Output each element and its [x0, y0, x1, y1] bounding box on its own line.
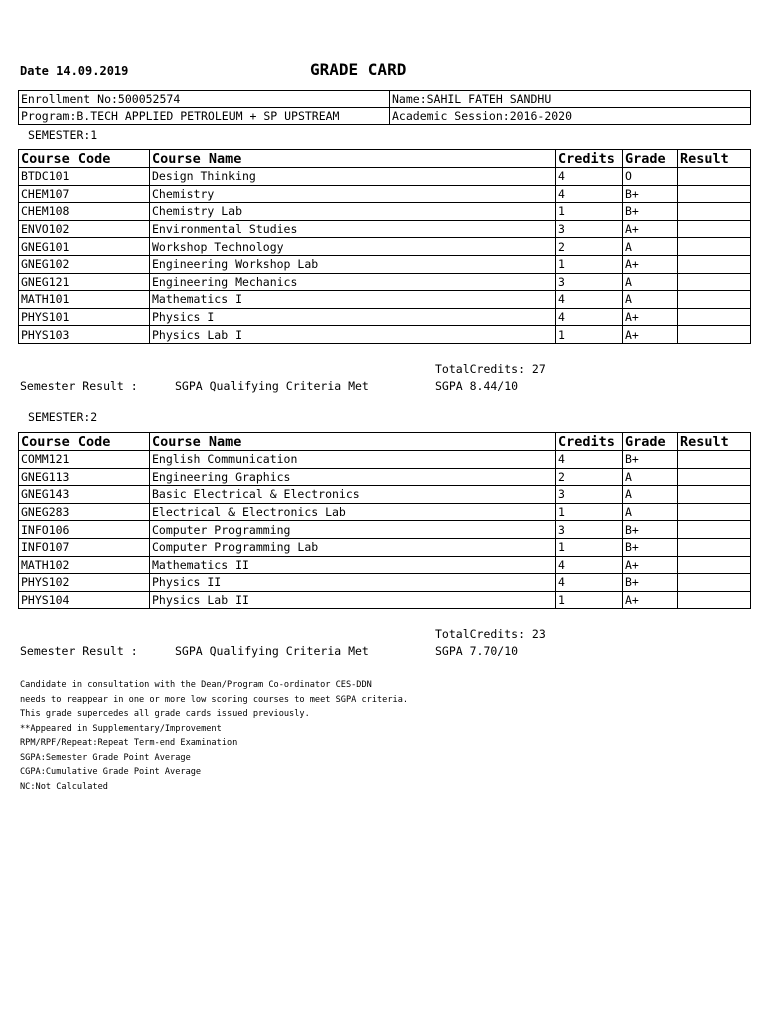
grade-cell: O	[623, 168, 678, 186]
table-row	[19, 468, 751, 486]
grade-cell: B+	[623, 538, 678, 556]
credits-cell: 4	[556, 451, 623, 469]
course-name-cell: Engineering Mechanics	[150, 273, 556, 291]
course-code-cell: PHYS102	[19, 574, 150, 592]
note-line: **Appeared in Supplementary/Improvement	[20, 723, 222, 734]
semester-1-sgpa: SGPA 8.44/10	[435, 379, 519, 393]
semester-1-total-credits: TotalCredits: 27	[435, 362, 546, 376]
credits-cell: 4	[556, 168, 623, 186]
semester-2-grades-table	[18, 432, 751, 609]
course-name-cell: Physics II	[150, 574, 556, 592]
course-code-cell: COMM121	[19, 451, 150, 469]
credits-cell: 2	[556, 468, 623, 486]
semester-1-criteria: SGPA Qualifying Criteria Met	[175, 379, 369, 393]
credits-cell: 3	[556, 486, 623, 504]
course-name-cell: Physics Lab II	[150, 591, 556, 609]
semester-2-label: SEMESTER:2	[28, 410, 98, 424]
course-name-cell: Workshop Technology	[150, 238, 556, 256]
course-name-cell: Physics Lab I	[150, 326, 556, 344]
semester-2-result-label: Semester Result :	[20, 644, 138, 658]
result-cell	[678, 556, 751, 574]
result-cell	[678, 486, 751, 504]
course-code-cell: MATH102	[19, 556, 150, 574]
table-row	[19, 185, 751, 203]
course-name-cell: Basic Electrical & Electronics	[150, 486, 556, 504]
course-name-cell: Engineering Workshop Lab	[150, 255, 556, 273]
result-cell	[678, 291, 751, 309]
credits-cell: 1	[556, 255, 623, 273]
result-cell	[678, 574, 751, 592]
semester-2-sgpa: SGPA 7.70/10	[435, 644, 519, 658]
column-header-grade: Grade	[623, 433, 678, 451]
grade-cell: A	[623, 486, 678, 504]
credits-cell: 4	[556, 308, 623, 326]
credits-cell: 4	[556, 556, 623, 574]
grade-cell: A+	[623, 255, 678, 273]
student-info-row	[19, 108, 751, 125]
note-line: Candidate in consultation with the Dean/Program Co-ordinator CES-DDN	[20, 680, 372, 690]
credits-cell: 1	[556, 538, 623, 556]
result-cell	[678, 503, 751, 521]
grade-cell: A	[623, 503, 678, 521]
column-header-course-name: Course Name	[150, 433, 556, 451]
table-row	[19, 521, 751, 539]
semester-2-total-credits: TotalCredits: 23	[435, 627, 546, 641]
page-title: GRADE CARD	[310, 60, 407, 79]
credits-cell: 4	[556, 574, 623, 592]
course-name-cell: Electrical & Electronics Lab	[150, 503, 556, 521]
result-cell	[678, 521, 751, 539]
course-code-cell: GNEG101	[19, 238, 150, 256]
grade-cell: A	[623, 238, 678, 256]
course-name-cell: Physics I	[150, 308, 556, 326]
course-name-cell: Chemistry Lab	[150, 203, 556, 221]
table-row	[19, 591, 751, 609]
table-row	[19, 574, 751, 592]
table-row	[19, 168, 751, 186]
course-code-cell: GNEG102	[19, 255, 150, 273]
result-cell	[678, 326, 751, 344]
course-code-cell: BTDC101	[19, 168, 150, 186]
student-info-row	[19, 91, 751, 108]
table-row	[19, 238, 751, 256]
course-code-cell: GNEG113	[19, 468, 150, 486]
course-name-cell: Mathematics I	[150, 291, 556, 309]
table-row	[19, 486, 751, 504]
result-cell	[678, 591, 751, 609]
credits-cell: 3	[556, 521, 623, 539]
note-line: CGPA:Cumulative Grade Point Average	[20, 767, 202, 777]
credits-cell: 3	[556, 220, 623, 238]
grade-cell: A+	[623, 220, 678, 238]
table-header-row	[19, 150, 751, 168]
credits-cell: 2	[556, 238, 623, 256]
result-cell	[678, 538, 751, 556]
academic-session: Academic Session:2016-2020	[390, 108, 751, 125]
course-name-cell: Chemistry	[150, 185, 556, 203]
table-row	[19, 503, 751, 521]
course-code-cell: CHEM108	[19, 203, 150, 221]
grade-cell: B+	[623, 203, 678, 221]
result-cell	[678, 185, 751, 203]
column-header-course-code: Course Code	[19, 433, 150, 451]
result-cell	[678, 273, 751, 291]
enrollment-number: Enrollment No:500052574	[19, 91, 390, 108]
grade-cell: A+	[623, 591, 678, 609]
table-row	[19, 255, 751, 273]
course-name-cell: Engineering Graphics	[150, 468, 556, 486]
grade-cell: A+	[623, 556, 678, 574]
grade-cell: B+	[623, 521, 678, 539]
course-name-cell: Computer Programming	[150, 521, 556, 539]
result-cell	[678, 255, 751, 273]
table-row	[19, 326, 751, 344]
result-cell	[678, 468, 751, 486]
semester-2-course-rows	[19, 451, 751, 609]
course-code-cell: GNEG121	[19, 273, 150, 291]
course-code-cell: GNEG143	[19, 486, 150, 504]
course-name-cell: Design Thinking	[150, 168, 556, 186]
credits-cell: 4	[556, 291, 623, 309]
course-code-cell: GNEG283	[19, 503, 150, 521]
table-row	[19, 203, 751, 221]
result-cell	[678, 203, 751, 221]
note-line: This grade supercedes all grade cards issued previously.	[20, 709, 310, 719]
course-code-cell: INFO107	[19, 538, 150, 556]
program-name: Program:B.TECH APPLIED PETROLEUM + SP UPSTREAM	[19, 108, 390, 125]
grade-cell: A+	[623, 308, 678, 326]
notes-section	[20, 678, 408, 794]
semester-1-label: SEMESTER:1	[28, 128, 98, 142]
note-line: SGPA:Semester Grade Point Average	[20, 752, 191, 763]
column-header-credits: Credits	[556, 150, 623, 168]
grade-cell: A	[623, 291, 678, 309]
note-line: needs to reappear in one or more low scoring courses to meet SGPA criteria.	[20, 694, 409, 705]
course-name-cell: Mathematics II	[150, 556, 556, 574]
column-header-course-name: Course Name	[150, 150, 556, 168]
column-header-result: Result	[678, 433, 751, 451]
course-name-cell: Computer Programming Lab	[150, 538, 556, 556]
grade-cell: B+	[623, 185, 678, 203]
course-code-cell: CHEM107	[19, 185, 150, 203]
table-header-row	[19, 433, 751, 451]
result-cell	[678, 451, 751, 469]
course-code-cell: PHYS101	[19, 308, 150, 326]
table-row	[19, 556, 751, 574]
column-header-course-code: Course Code	[19, 150, 150, 168]
note-line: RPM/RPF/Repeat:Repeat Term-end Examination	[20, 738, 238, 748]
column-header-result: Result	[678, 150, 751, 168]
course-code-cell: MATH101	[19, 291, 150, 309]
credits-cell: 1	[556, 203, 623, 221]
grade-cell: A	[623, 273, 678, 291]
result-cell	[678, 238, 751, 256]
semester-2-criteria: SGPA Qualifying Criteria Met	[175, 644, 369, 658]
course-name-cell: Environmental Studies	[150, 220, 556, 238]
note-line: NC:Not Calculated	[20, 781, 108, 792]
grade-cell: B+	[623, 451, 678, 469]
credits-cell: 1	[556, 326, 623, 344]
course-name-cell: English Communication	[150, 451, 556, 469]
course-code-cell: PHYS104	[19, 591, 150, 609]
table-row	[19, 538, 751, 556]
course-code-cell: PHYS103	[19, 326, 150, 344]
student-info-table	[18, 90, 751, 125]
table-row	[19, 220, 751, 238]
table-row	[19, 451, 751, 469]
table-row	[19, 273, 751, 291]
column-header-grade: Grade	[623, 150, 678, 168]
grade-cell: B+	[623, 574, 678, 592]
grade-cell: A+	[623, 326, 678, 344]
credits-cell: 1	[556, 591, 623, 609]
date-label: Date 14.09.2019	[20, 64, 129, 78]
result-cell	[678, 220, 751, 238]
course-code-cell: ENVO102	[19, 220, 150, 238]
result-cell	[678, 168, 751, 186]
semester-1-course-rows	[19, 168, 751, 344]
student-name: Name:SAHIL FATEH SANDHU	[390, 91, 751, 108]
credits-cell: 4	[556, 185, 623, 203]
table-row	[19, 308, 751, 326]
semester-1-grades-table	[18, 149, 751, 344]
semester-1-result-label: Semester Result :	[20, 379, 138, 393]
credits-cell: 1	[556, 503, 623, 521]
course-code-cell: INFO106	[19, 521, 150, 539]
table-row	[19, 291, 751, 309]
result-cell	[678, 308, 751, 326]
grade-cell: A	[623, 468, 678, 486]
credits-cell: 3	[556, 273, 623, 291]
column-header-credits: Credits	[556, 433, 623, 451]
